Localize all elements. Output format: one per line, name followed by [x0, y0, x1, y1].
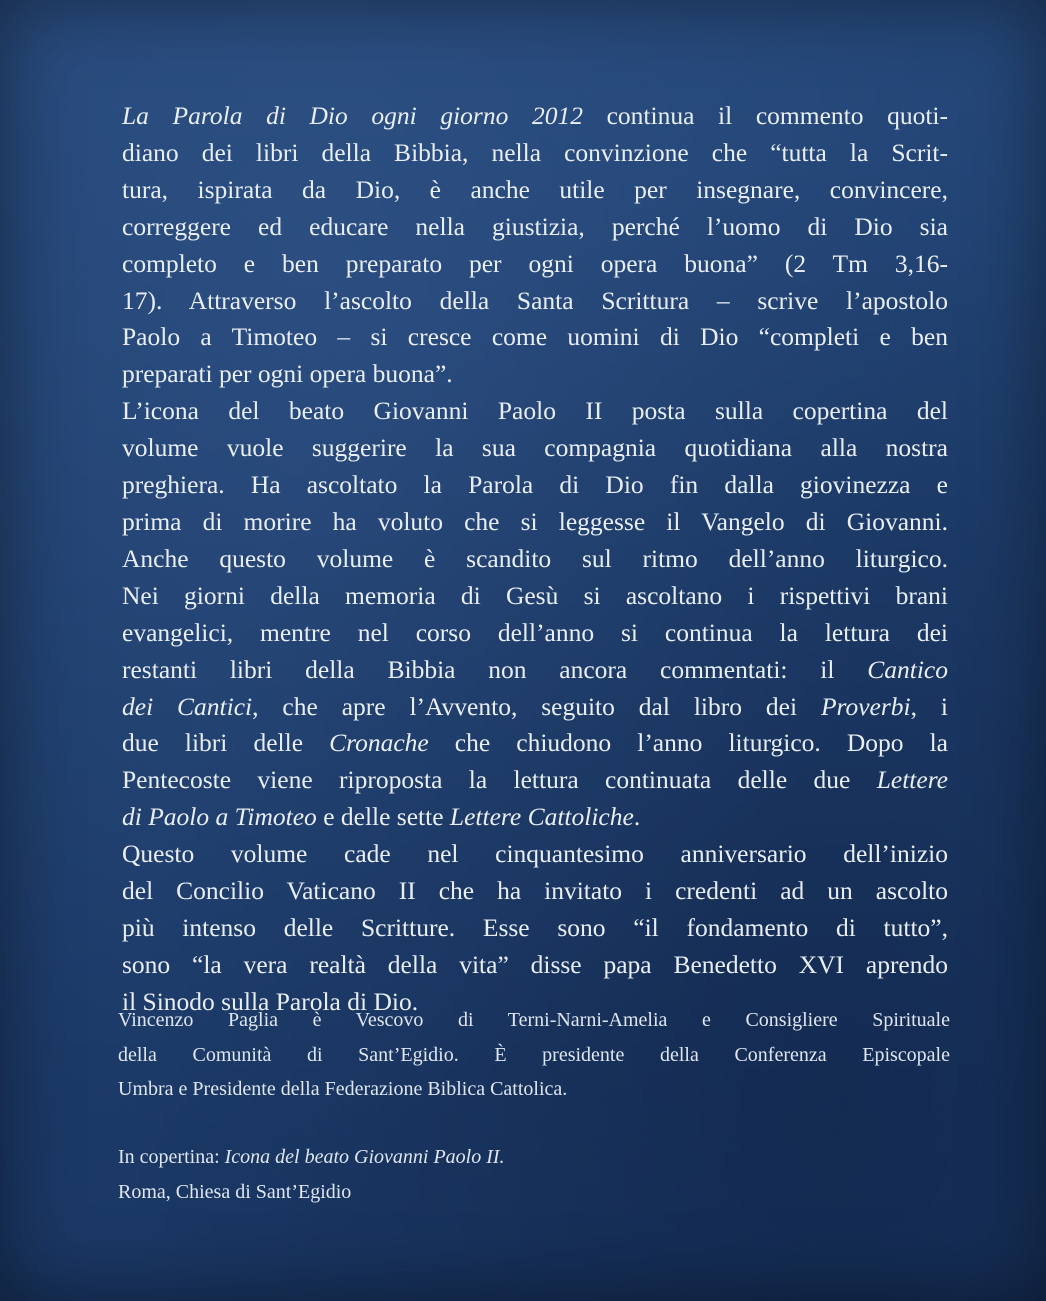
- bio-line: Vincenzo Paglia è Vescovo di Terni-Narni-Amelia e Consigliere Spirituale: [118, 1009, 950, 1031]
- blurb-line: [122, 689, 948, 726]
- blurb-line: [122, 98, 948, 135]
- cover-credit-line: [118, 1140, 505, 1175]
- blurb-line: [122, 504, 948, 541]
- blurb-line: [122, 873, 948, 910]
- bio-line: Umbra e Presidente della Federazione Biblica Cattolica.: [118, 1078, 568, 1100]
- italic-title: La Parola di Dio ogni giorno 2012: [122, 101, 583, 130]
- text-segment: Paolo a Timoteo – si cresce come uomini di Dio “completi e ben: [122, 322, 948, 352]
- cover-credit: [118, 1140, 505, 1209]
- blurb-line: [122, 578, 948, 615]
- blurb-line: [122, 947, 948, 984]
- italic-title: Cronache: [329, 728, 429, 758]
- blurb-line: [122, 430, 948, 467]
- blurb-line: [122, 725, 948, 762]
- text-segment: Nei giorni della memoria di Gesù si ascoltano i rispettivi brani: [122, 580, 948, 610]
- blurb-line: [122, 356, 948, 393]
- italic-title: di Paolo a Timoteo: [122, 802, 317, 832]
- blurb-line: [122, 393, 948, 430]
- blurb-line: [122, 319, 948, 356]
- italic-title: Lettere: [876, 765, 948, 795]
- text-segment: che chiudono l’anno liturgico. Dopo la: [428, 728, 948, 758]
- text-segment: e delle sette: [316, 802, 450, 832]
- text-segment: del Concilio Vaticano II che ha invitato i credenti ad un ascolto: [122, 876, 948, 906]
- text-segment: L’icona del beato Giovanni Paolo II posta sulla copertina del: [122, 396, 948, 426]
- blurb-line: [122, 652, 948, 689]
- text-segment: Pentecoste viene riproposta la lettura continuata delle due: [122, 765, 877, 795]
- text-segment: 17). Attraverso l’ascolto della Santa Scrittura – scrive l’apostolo: [122, 285, 948, 315]
- text-segment: più intenso delle Scritture. Esse sono “il fondamento di tutto”,: [122, 912, 948, 942]
- text-segment: Anche questo volume è scandito sul ritmo dell’anno liturgico.: [122, 543, 948, 573]
- text-segment: correggere ed educare nella giustizia, perché l’uomo di Dio sia: [122, 211, 948, 241]
- text-segment: il Sinodo sulla Parola di Dio.: [122, 986, 419, 1016]
- blurb-line: [122, 172, 948, 209]
- text-segment: preparati per ogni opera buona”.: [122, 359, 453, 389]
- italic-title: Proverbi: [820, 691, 911, 721]
- text-segment: .: [633, 802, 641, 832]
- blurb-line: [122, 283, 948, 320]
- text-segment: continua il commento quoti-: [582, 101, 948, 130]
- text-segment: , i: [910, 691, 948, 721]
- blurb-line: [122, 615, 948, 652]
- blurb-line: [122, 541, 948, 578]
- blurb-line: [122, 135, 948, 172]
- bio-line: della Comunità di Sant’Egidio. È presidente della Conferenza Episcopale: [118, 1043, 950, 1066]
- text-segment: evangelici, mentre nel corso dell’anno si continua la lettura dei: [122, 617, 948, 647]
- blurb-line: [122, 836, 948, 873]
- text-segment: preghiera. Ha ascoltato la Parola di Dio fin dalla giovinezza e: [122, 470, 948, 500]
- blurb-line: [122, 910, 948, 947]
- text-segment: Questo volume cade nel cinquantesimo anniversario dell’inizio: [122, 839, 948, 869]
- text-segment: diano dei libri della Bibbia, nella convinzione che “tutta la Scrit-: [122, 137, 948, 167]
- blurb-line: [122, 246, 948, 283]
- italic-title: Lettere Cattoliche: [449, 802, 634, 832]
- italic-title: Cantico: [867, 654, 948, 684]
- text-segment: volume vuole suggerire la sua compagnia quotidiana alla nostra: [122, 433, 948, 463]
- cover-credit-location: Roma, Chiesa di Sant’Egidio: [118, 1180, 352, 1203]
- text-segment: , che apre l’Avvento, seguito dal libro dei: [252, 691, 821, 721]
- text-segment: sono “la vera realtà della vita” disse papa Benedetto XVI aprendo: [122, 949, 948, 979]
- blurb-line: [122, 467, 948, 504]
- cover-credit-prefix: In copertina:: [118, 1146, 225, 1168]
- text-segment: prima di morire ha voluto che si leggesse il Vangelo di Giovanni.: [122, 506, 948, 536]
- blurb-line: [122, 209, 948, 246]
- text-segment: due libri delle: [122, 728, 330, 758]
- cover-credit-title: Icona del beato Giovanni Paolo II.: [224, 1146, 505, 1168]
- text-segment: completo e ben preparato per ogni opera buona” (2 Tm 3,16-: [122, 248, 948, 278]
- italic-title: dei Cantici: [122, 691, 253, 721]
- blurb-line: [122, 762, 948, 799]
- blurb-line: [122, 799, 948, 836]
- blurb-text: [122, 98, 948, 1021]
- author-bio: [118, 1003, 950, 1107]
- text-segment: restanti libri della Bibbia non ancora commentati: il: [122, 654, 868, 684]
- text-segment: tura, ispirata da Dio, è anche utile per insegnare, convincere,: [122, 174, 948, 204]
